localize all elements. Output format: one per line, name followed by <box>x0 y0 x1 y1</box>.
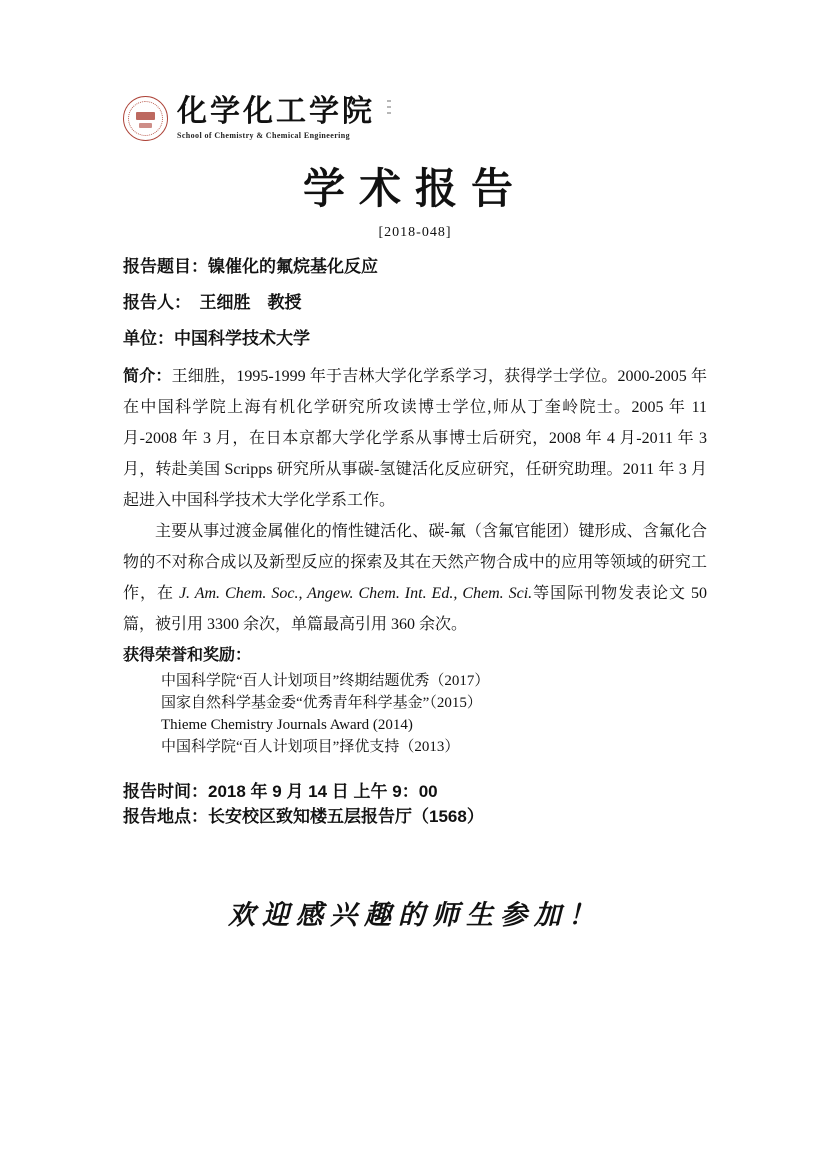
report-info <box>123 257 707 349</box>
bio-paragraph-2-text-b: 等国际刊物发表论文 50 篇，被引用 3300 余次，单篇最高引用 360 余次。 <box>123 585 707 633</box>
report-schedule <box>123 779 707 829</box>
school-name: 化学化工学院 <box>177 94 375 128</box>
report-speaker-line: 报告人： 王细胜 教授 <box>123 293 302 312</box>
award-item: Thieme Chemistry Journals Award (2014) <box>161 717 413 733</box>
bio-paragraph-2-text-a: 主要从事过渡金属催化的惰性键活化、碳-氟（含氟官能团）键形成、含氟化合物的不对称合成以及新型反应的探索及其在天然产物合成中的应用等领域的研究工作，在 <box>123 523 707 602</box>
seal-emblem <box>136 112 155 120</box>
report-topic-line: 报告题目：镍催化的氟烷基化反应 <box>123 257 378 276</box>
school-logo <box>123 92 707 144</box>
award-item: 中国科学院“百人计划项目”择优支持（2013） <box>161 739 460 755</box>
award-item: 中国科学院“百人计划项目”终期结题优秀（2017） <box>161 673 490 689</box>
bio-paragraph-2 <box>123 516 707 640</box>
bio-paragraph-1-text: 王细胜，1995-1999 年于吉林大学化学系学习，获得学士学位。2000-2005 年在中国科学院上海有机化学研究所攻读博士学位,师从丁奎岭院士。2005 年 11 月-2008 年 3 月，在日本京都大学化学系从事博士后研究，2008 年 4 月-2011 年 3 月，转赴美国 Scripps 研究所从事碳-氢键活化反应研究，任研究助理。2011 年 3 月起进入中国科学技术大学化学系工作。 <box>123 368 707 509</box>
welcome-slogan: 欢迎感兴趣的师生参加！ <box>228 900 602 930</box>
logo-stamp-mark <box>386 98 393 120</box>
report-number: [2018-048] <box>378 225 452 240</box>
page-title: 学术报告 <box>302 167 527 213</box>
school-name-english: School of Chemistry & Chemical Engineering <box>177 130 351 140</box>
report-affiliation-line: 单位：中国科学技术大学 <box>123 329 310 348</box>
award-item: 国家自然科学基金委“优秀青年科学基金”（2015） <box>161 695 482 711</box>
school-logo-text <box>177 94 375 140</box>
report-location-line: 报告地点：长安校区致知楼五层报告厅（1568） <box>123 807 484 826</box>
journal-names: J. Am. Chem. Soc., Angew. Chem. Int. Ed., Chem. Sci. <box>178 585 533 602</box>
report-time-line: 报告时间：2018 年 9 月 14 日 上午 9：00 <box>123 782 438 801</box>
awards-heading: 获得荣誉和奖励： <box>123 647 252 664</box>
seal-emblem-lower <box>139 123 152 128</box>
document-content <box>123 92 707 932</box>
speaker-biography <box>123 361 707 640</box>
school-seal-icon <box>123 96 168 141</box>
bio-label: 简介： <box>123 368 172 385</box>
awards-list <box>123 670 707 758</box>
bio-paragraph-1 <box>123 361 707 516</box>
